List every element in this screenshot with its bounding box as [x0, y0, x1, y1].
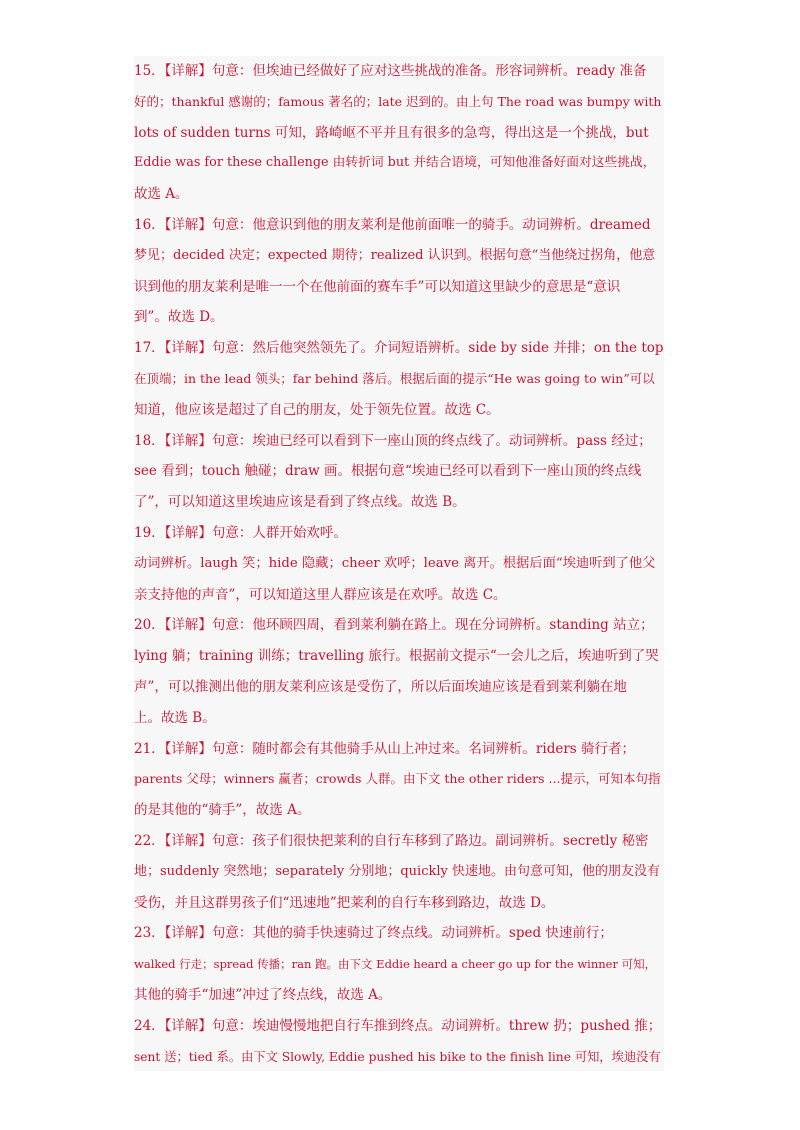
- text-line: 18．【详解】句意：埃迪已经可以看到下一座山顶的终点线了。动词辨析。pass 经过；: [134, 432, 652, 449]
- text-line: 在顶端；in the lead 领头；far behind 落后。根据后面的提示“He was going to win”可以: [134, 370, 655, 386]
- text-line: 17．【详解】句意：然后他突然领先了。介词短语辨析。side by side 并排；on the top: [134, 340, 664, 357]
- text-line: 20．【详解】句意：他环顾四周，看到莱利躺在路上。现在分词辨析。standing 站立；: [134, 617, 654, 634]
- text-line: 好的；thankful 感谢的；famous 著名的；late 迟到的。由上句 The road was bumpy with: [134, 93, 662, 109]
- text-line: 动词辨析。laugh 笑；hide 隐藏；cheer 欢呼；leave 离开。根据后面“埃迪听到了他父: [134, 555, 656, 571]
- answer-explanations: [134, 56, 664, 1071]
- text-line: 亲支持他的声音”，可以知道这里人群应该是在欢呼。故选 C。: [134, 586, 507, 603]
- text-line: sent 送；tied 系。由下文 Slowly, Eddie pushed his bike to the finish line 可知，埃迪没有: [134, 1049, 661, 1064]
- text-line: 24．【详解】句意：埃迪慢慢地把自行车推到终点。动词辨析。threw 扔；pushed 推；: [134, 1017, 662, 1034]
- text-line: parents 父母；winners 赢者；crowds 人群。由下文 the other riders ...提示，可知本句指: [134, 771, 661, 787]
- text-line: 受伤，并且这群男孩子们“迅速地”把莱利的自行车移到路边，故选 D。: [134, 894, 555, 911]
- text-line: walked 行走；spread 传播；ran 跑。由下文 Eddie heard a cheer go up for the winner 可知，: [134, 957, 657, 972]
- text-line: 23．【详解】句意：其他的骑手快速骑过了终点线。动词辨析。sped 快速前行；: [134, 925, 613, 942]
- text-line: 识到他的朋友莱利是唯一一个在他前面的赛车手”可以知道这里缺少的意思是“意识: [134, 278, 621, 295]
- text-line: 梦见；decided 决定；expected 期待；realized 认识到。根据句意“当他绕过拐角，他意: [134, 247, 656, 263]
- text-line: 故选 A。: [134, 186, 189, 203]
- text-line: 地；suddenly 突然地；separately 分别地；quickly 快速地。由句意可知，他的朋友没有: [134, 863, 660, 879]
- text-line: 其他的骑手“加速”冲过了终点线，故选 A。: [134, 986, 392, 1003]
- text-line: lying 躺；training 训练；travelling 旅行。根据前文提示“一会儿之后，埃迪听到了哭: [134, 648, 659, 665]
- text-line: 22．【详解】句意：孩子们很快把莱利的自行车移到了路边。副词辨析。secretly 秘密: [134, 832, 649, 849]
- text-line: 到”。故选 D。: [134, 309, 224, 326]
- text-line: 21．【详解】句意：随时都会有其他骑手从山上冲过来。名词辨析。riders 骑行者；: [134, 740, 636, 757]
- text-line: 的是其他的“骑手”，故选 A。: [134, 802, 311, 819]
- text-line: 19．【详解】句意：人群开始欢呼。: [134, 524, 347, 541]
- text-line: Eddie was for these challenge 由转折词 but 并结合语境，可知他准备好面对这些挑战，: [134, 155, 656, 171]
- text-line: 了”，可以知道这里埃迪应该是看到了终点线。故选 B。: [134, 494, 466, 511]
- text-line: 声”，可以推测出他的朋友莱利应该是受伤了，所以后面埃迪应该是看到莱利躺在地: [134, 678, 627, 695]
- text-line: lots of sudden turns 可知，路崎岖不平并且有很多的急弯，得出这是一个挑战，but: [134, 124, 649, 141]
- text-line: 16．【详解】句意：他意识到他的朋友莱利是他前面唯一的骑手。动词辨析。dreamed: [134, 216, 651, 233]
- text-line: 知道，他应该是超过了自己的朋友，处于领先位置。故选 C。: [134, 401, 500, 418]
- text-line: see 看到；touch 触碰；draw 画。根据句意“埃迪已经可以看到下一座山顶的终点线: [134, 463, 642, 480]
- text-line: 上。故选 B。: [134, 709, 216, 726]
- text-line: 15．【详解】句意：但埃迪已经做好了应对这些挑战的准备。形容词辨析。ready 准备: [134, 63, 647, 79]
